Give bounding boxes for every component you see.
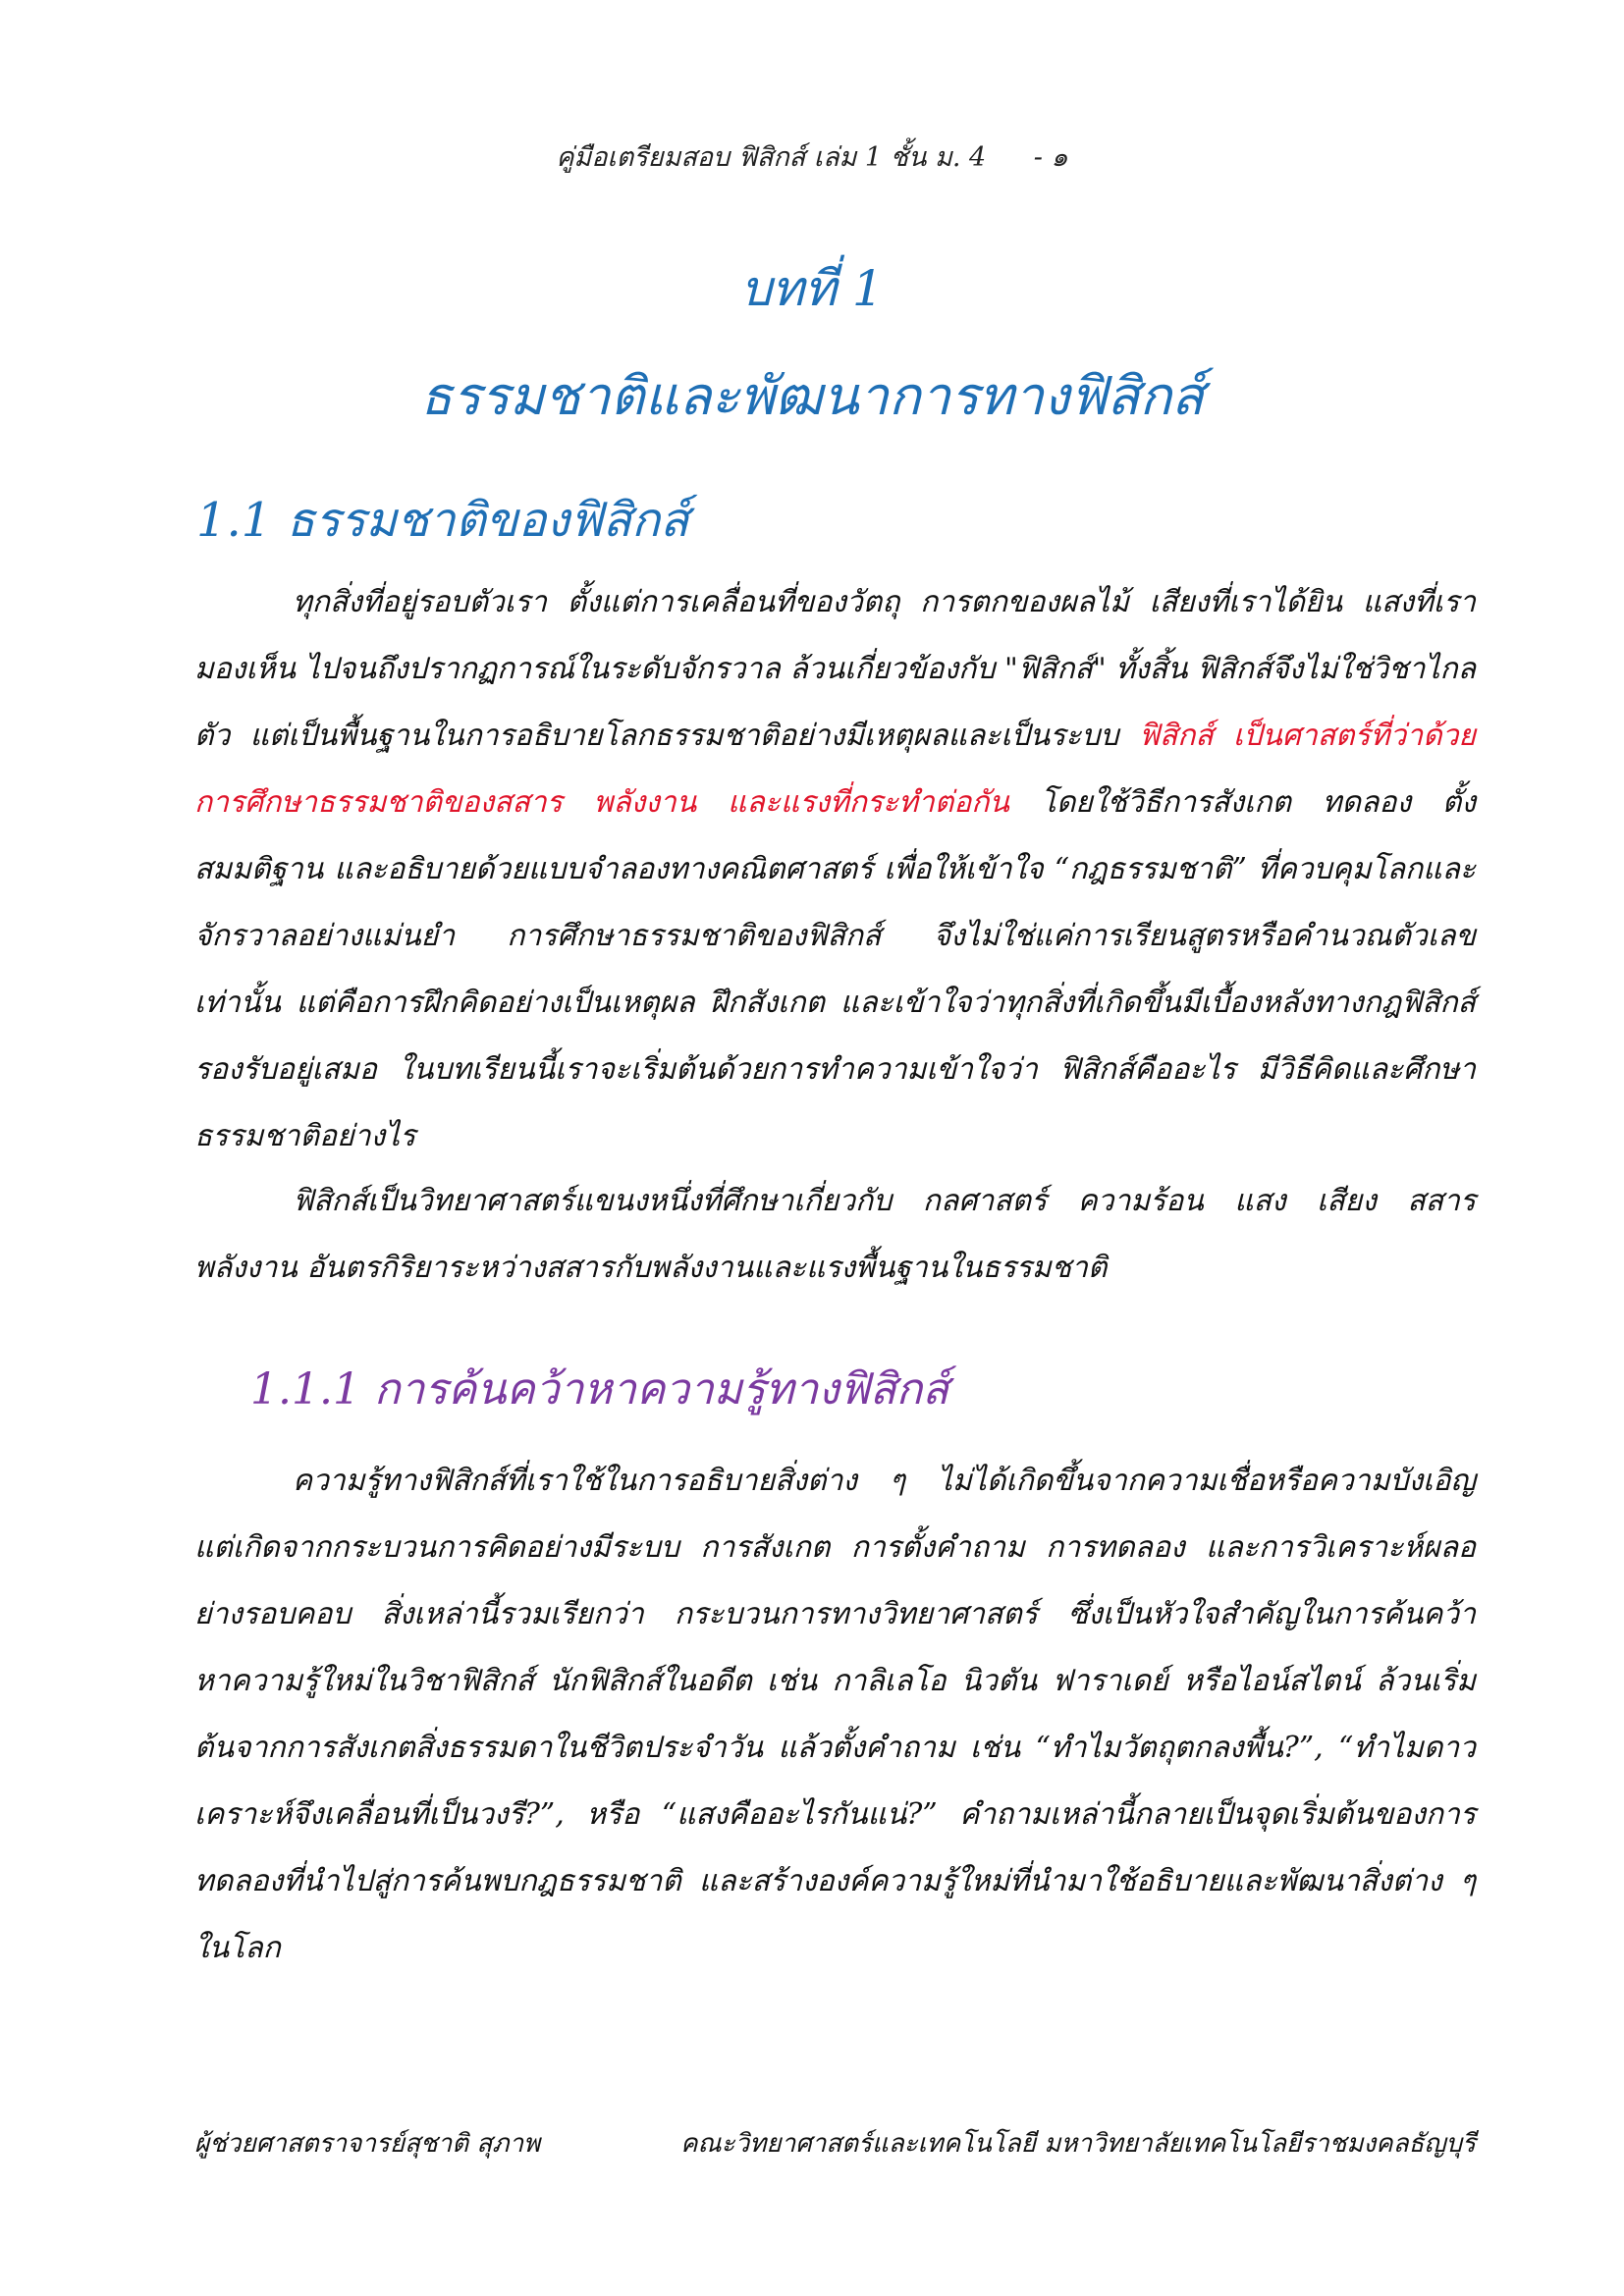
subsection-heading: 1.1.1 การค้นคว้าหาความรู้ทางฟิสิกส์: [250, 1364, 949, 1415]
footer-affiliation: คณะวิทยาศาสตร์และเทคโนโลยี มหาวิทยาลัยเทคโนโลยีราชมงคลธัญบุรี: [680, 2129, 1476, 2159]
page-number: - ๑: [1033, 142, 1068, 173]
section-heading: 1.1 ธรรมชาติของฟิสิกส์: [196, 493, 689, 548]
header-title: คู่มือเตรียมสอบ ฟิสิกส์ เล่ม 1 ชั้น ม. 4: [556, 142, 987, 173]
running-header: [0, 135, 1624, 178]
chapter-number: บทที่ 1: [740, 260, 884, 317]
paragraph-text: โดยใช้วิธีการสังเกต ทดลอง ตั้งสมมติฐาน และอธิบายด้วยแบบจำลองทางคณิตศาสตร์ เพื่อให้เข้าใจ “กฎธรรมชาติ” ที่ควบคุมโลกและจักรวาลอย่างแม่นยำ การศึกษาธรรมชาติของฟิสิกส์ จึงไม่ใช่แค่การเรียนสูตรหรือคำนวณตัวเลขเท่านั้น แต่คือการฝึกคิดอย่างเป็นเหตุผล ฝึกสังเกต และเข้าใจว่าทุกสิ่งที่เกิดขึ้นมีเบื้องหลังทางกฎฟิสิกส์รองรับอยู่เสมอ ในบทเรียนนี้เราจะเริ่มต้นด้วยการทำความเข้าใจว่า ฟิสิกส์คืออะไร มีวิธีคิดและศึกษาธรรมชาติอย่างไร: [194, 785, 1476, 1153]
paragraph-intro: [194, 569, 1476, 1170]
page-footer: [194, 2123, 1476, 2163]
paragraph-scope: ฟิสิกส์เป็นวิทยาศาสตร์แขนงหนึ่งที่ศึกษาเกี่ยวกับ กลศาสตร์ ความร้อน แสง เสียง สสาร พลังงาน อันตรกิริยาระหว่างสสารกับพลังงานและแรงพื้นฐานในธรรมชาติ: [194, 1184, 1476, 1285]
footer-author: ผู้ช่วยศาสตราจารย์สุชาติ สุภาพ: [194, 2129, 541, 2159]
paragraph-text: ทุกสิ่งที่อยู่รอบตัวเรา ตั้งแต่การเคลื่อนที่ของวัตถุ การตกของผลไม้ เสียงที่เราได้ยิน แสงที่เรามองเห็น ไปจนถึงปรากฏการณ์ในระดับจักรวาล ล้วนเกี่ยวข้องกับ "ฟิสิกส์" ทั้งสิ้น ฟิสิกส์จึงไม่ใช่วิชาไกลตัว แต่เป็นพื้นฐานในการอธิบายโลกธรรมชาติอย่างมีเหตุผลและเป็นระบบ: [194, 585, 1476, 753]
chapter-title: ธรรมชาติและพัฒนาการทางฟิสิกส์: [419, 365, 1205, 427]
definition-highlight: ฟิสิกส์ เป็นศาสตร์ที่ว่าด้วยการศึกษาธรรมชาติของสสาร พลังงาน และแรงที่กระทำต่อกัน: [194, 719, 1476, 820]
paragraph-research: ความรู้ทางฟิสิกส์ที่เราใช้ในการอธิบายสิ่งต่าง ๆ ไม่ได้เกิดขึ้นจากความเชื่อหรือความบังเอิญ แต่เกิดจากกระบวนการคิดอย่างมีระบบ การสังเกต การตั้งคำถาม การทดลอง และการวิเคราะห์ผลอย่างรอบคอบ สิ่งเหล่านี้รวมเรียกว่า กระบวนการทางวิทยาศาสตร์ ซึ่งเป็นหัวใจสำคัญในการค้นคว้าหาความรู้ใหม่ในวิชาฟิสิกส์ นักฟิสิกส์ในอดีต เช่น กาลิเลโอ นิวตัน ฟาราเดย์ หรือไอน์สไตน์ ล้วนเริ่มต้นจากการสังเกตสิ่งธรรมดาในชีวิตประจำวัน แล้วตั้งคำถาม เช่น “ทำไมวัตถุตกลงพื้น?”, “ทำไมดาวเคราะห์จึงเคลื่อนที่เป็นวงรี?”, หรือ “แสงคืออะไรกันแน่?” คำถามเหล่านี้กลายเป็นจุดเริ่มต้นของการทดลองที่นำไปสู่การค้นพบกฎธรรมชาติ และสร้างองค์ความรู้ใหม่ที่นำมาใช้อธิบายและพัฒนาสิ่งต่าง ๆ ในโลก: [194, 1464, 1476, 1965]
